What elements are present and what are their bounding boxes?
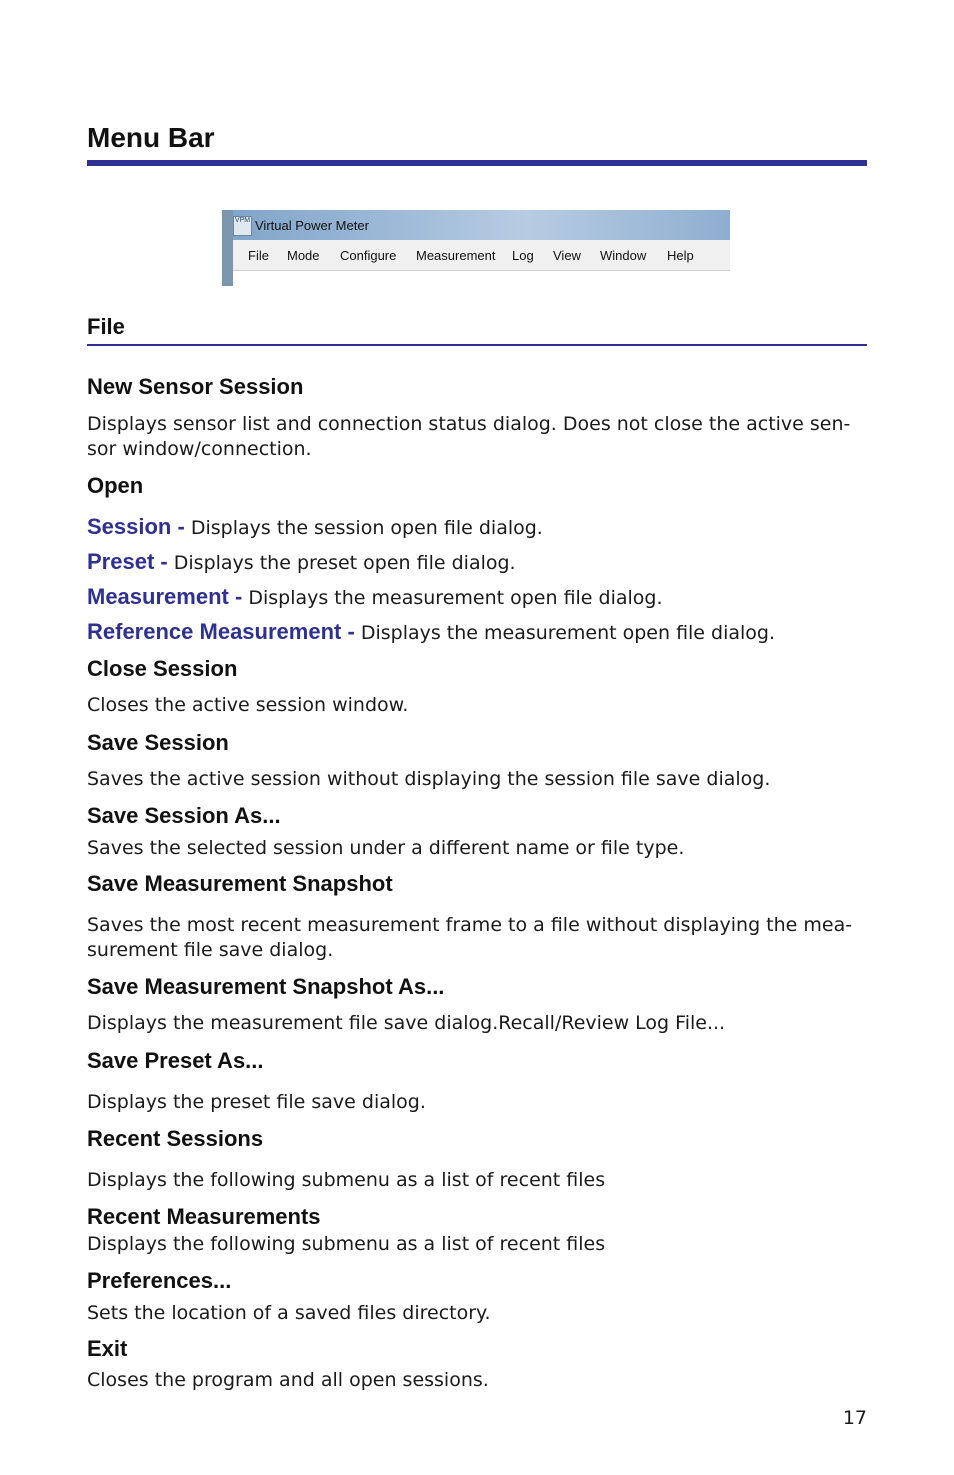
option-desc: Displays the measurement open file dialog.: [242, 587, 663, 609]
open-session-option: [87, 514, 543, 540]
menu-configure[interactable]: Configure: [340, 248, 397, 263]
open-measurement-option: [87, 584, 663, 610]
save-snapshot-title: Save Measurement Snapshot: [87, 871, 393, 896]
section-title-file: File: [87, 314, 125, 339]
save-snapshot-desc: [87, 913, 867, 963]
open-title: Open: [87, 473, 144, 498]
option-desc: Displays the preset open file dialog.: [167, 552, 516, 574]
save-preset-as-title: Save Preset As...: [87, 1048, 264, 1073]
save-session-title: Save Session: [87, 730, 229, 755]
new-sensor-session-title: New Sensor Session: [87, 374, 304, 399]
heading-rule: [87, 160, 867, 166]
preferences-title: Preferences...: [87, 1268, 232, 1293]
window-border: [222, 210, 233, 286]
save-snapshot-as-title: Save Measurement Snapshot As...: [87, 974, 445, 999]
window-content: [233, 271, 730, 286]
window-title: Virtual Power Meter: [255, 218, 369, 233]
recent-measurements-desc: Displays the following submenu as a list of recent files: [87, 1233, 606, 1255]
app-icon: VPM: [233, 216, 252, 236]
open-reference-option: [87, 619, 775, 645]
desc-line: sor window/connection.: [87, 438, 312, 460]
menu-file[interactable]: File: [248, 248, 269, 263]
page-number: 17: [842, 1407, 867, 1429]
recent-sessions-title: Recent Sessions: [87, 1126, 264, 1151]
menu-view[interactable]: View: [553, 248, 581, 263]
open-preset-option: [87, 549, 516, 575]
menu-mode[interactable]: Mode: [287, 248, 320, 263]
option-label: Reference Measurement -: [87, 619, 355, 644]
option-label: Preset -: [87, 549, 168, 574]
save-session-desc: Saves the active session without displaying the session file save dialog.: [87, 768, 771, 790]
recent-sessions-desc: Displays the following submenu as a list of recent files: [87, 1169, 606, 1191]
menu-log[interactable]: Log: [512, 248, 534, 263]
exit-title: Exit: [87, 1336, 128, 1361]
new-sensor-session-desc: [87, 412, 867, 462]
desc-line: Displays sensor list and connection status dialog. Does not close the active sen-: [87, 413, 851, 435]
exit-desc: Closes the program and all open sessions.: [87, 1369, 489, 1391]
save-session-as-desc: Saves the selected session under a different name or file type.: [87, 837, 685, 859]
recent-measurements-title: Recent Measurements: [87, 1204, 321, 1229]
option-desc: Displays the measurement open file dialog.: [354, 622, 776, 644]
close-session-desc: Closes the active session window.: [87, 694, 409, 716]
save-snapshot-as-desc: Displays the measurement file save dialog.Recall/Review Log File...: [87, 1012, 726, 1034]
save-preset-as-desc: Displays the preset file save dialog.: [87, 1091, 426, 1113]
save-session-as-title: Save Session As...: [87, 803, 281, 828]
menu-window[interactable]: Window: [600, 248, 647, 263]
option-desc: Displays the session open file dialog.: [184, 517, 543, 539]
desc-line: surement file save dialog.: [87, 939, 334, 961]
option-label: Session -: [87, 514, 185, 539]
menu-help[interactable]: Help: [667, 248, 694, 263]
desc-line: Saves the most recent measurement frame to a file without displaying the mea-: [87, 914, 853, 936]
menubar: [233, 240, 730, 271]
section-rule: [87, 344, 867, 346]
close-session-title: Close Session: [87, 656, 238, 681]
option-label: Measurement -: [87, 584, 243, 609]
menu-measurement[interactable]: Measurement: [416, 248, 496, 263]
menu-bar-screenshot: [222, 210, 730, 286]
preferences-desc: Sets the location of a saved files directory.: [87, 1302, 491, 1324]
page-heading: Menu Bar: [87, 122, 215, 153]
